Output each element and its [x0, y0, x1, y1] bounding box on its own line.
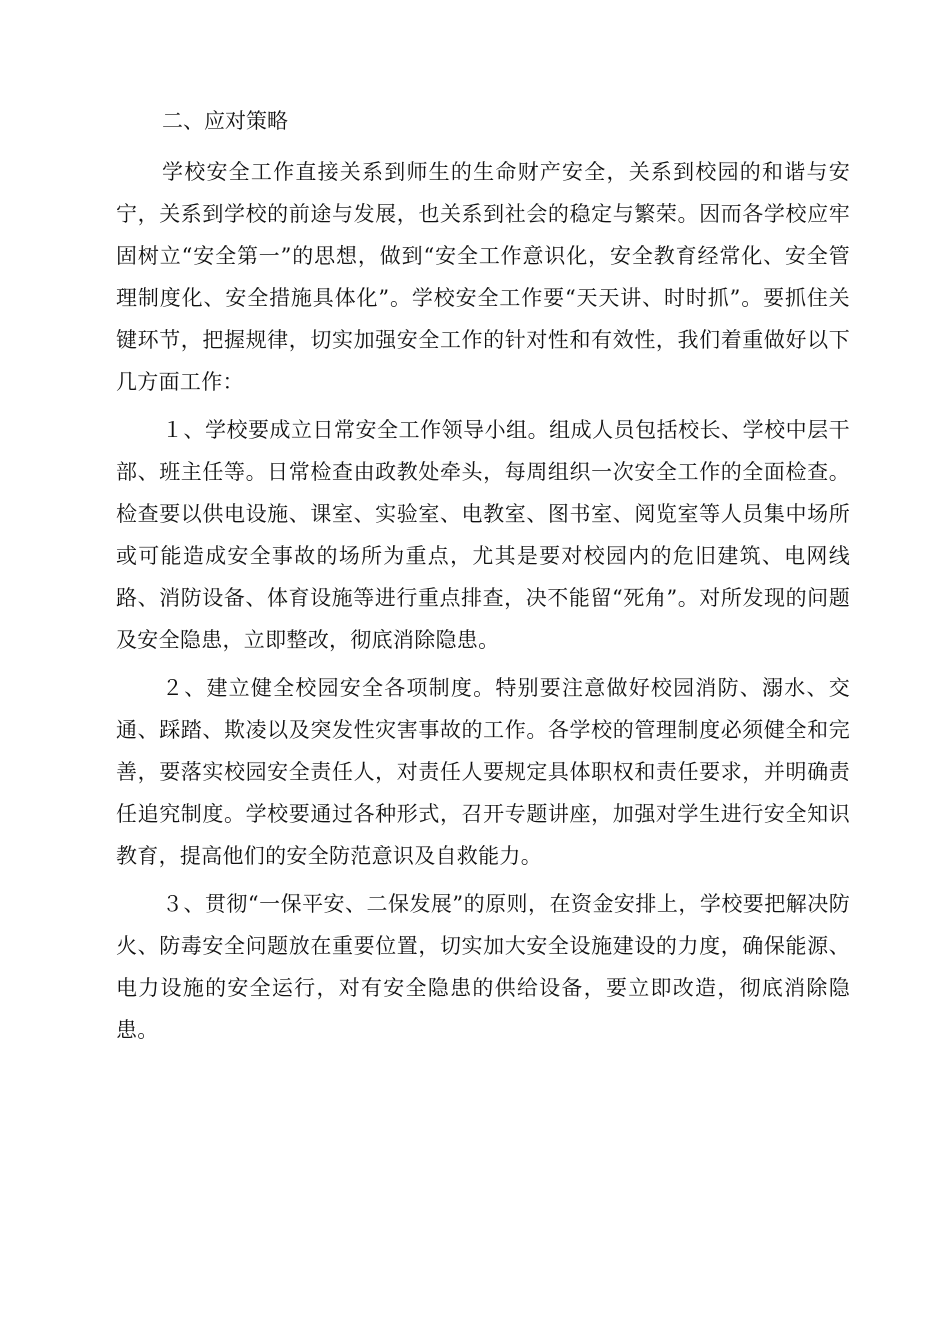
- intro-paragraph: 学校安全工作直接关系到师生的生命财产安全，关系到校园的和谐与安宁，关系到学校的前途与发展，也关系到社会的稳定与繁荣。因而各学校应牢固树立“安全第一”的思想，做到“安全工作意识化，安全教育经常化、安全管理制度化、安全措施具体化”。学校安全工作要“天天讲、时时抓”。要抓住关键环节，把握规律，切实加强安全工作的针对性和有效性，我们着重做好以下几方面工作：: [116, 160, 850, 394]
- item-2-paragraph: ２、建立健全校园安全各项制度。特别要注意做好校园消防、溺水、交通、踩踏、欺凌以及突发性灾害事故的工作。各学校的管理制度必须健全和完善，要落实校园安全责任人，对责任人要规定具体职权和责任要求，并明确责任追究制度。学校要通过各种形式，召开专题讲座，加强对学生进行安全知识教育，提高他们的安全防范意识及自救能力。: [116, 676, 850, 868]
- section-heading: 二、应对策略: [162, 109, 288, 133]
- document-body: [116, 103, 850, 1057]
- item-1-paragraph: １、学校要成立日常安全工作领导小组。组成人员包括校长、学校中层干部、班主任等。日常检查由政教处牵头，每周组织一次安全工作的全面检查。检查要以供电设施、课室、实验室、电教室、图书室、阅览室等人员集中场所或可能造成安全事故的场所为重点，尤其是要对校园内的危旧建筑、电网线路、消防设备、体育设施等进行重点排查，决不能留“死角”。对所发现的问题及安全隐患，立即整改，彻底消除隐患。: [116, 418, 850, 652]
- item-3-paragraph: ３、贯彻“一保平安、二保发展”的原则，在资金安排上，学校要把解决防火、防毒安全问题放在重要位置，切实加大安全设施建设的力度，确保能源、电力设施的安全运行，对有安全隐患的供给设备，要立即改造，彻底消除隐患。: [116, 892, 850, 1042]
